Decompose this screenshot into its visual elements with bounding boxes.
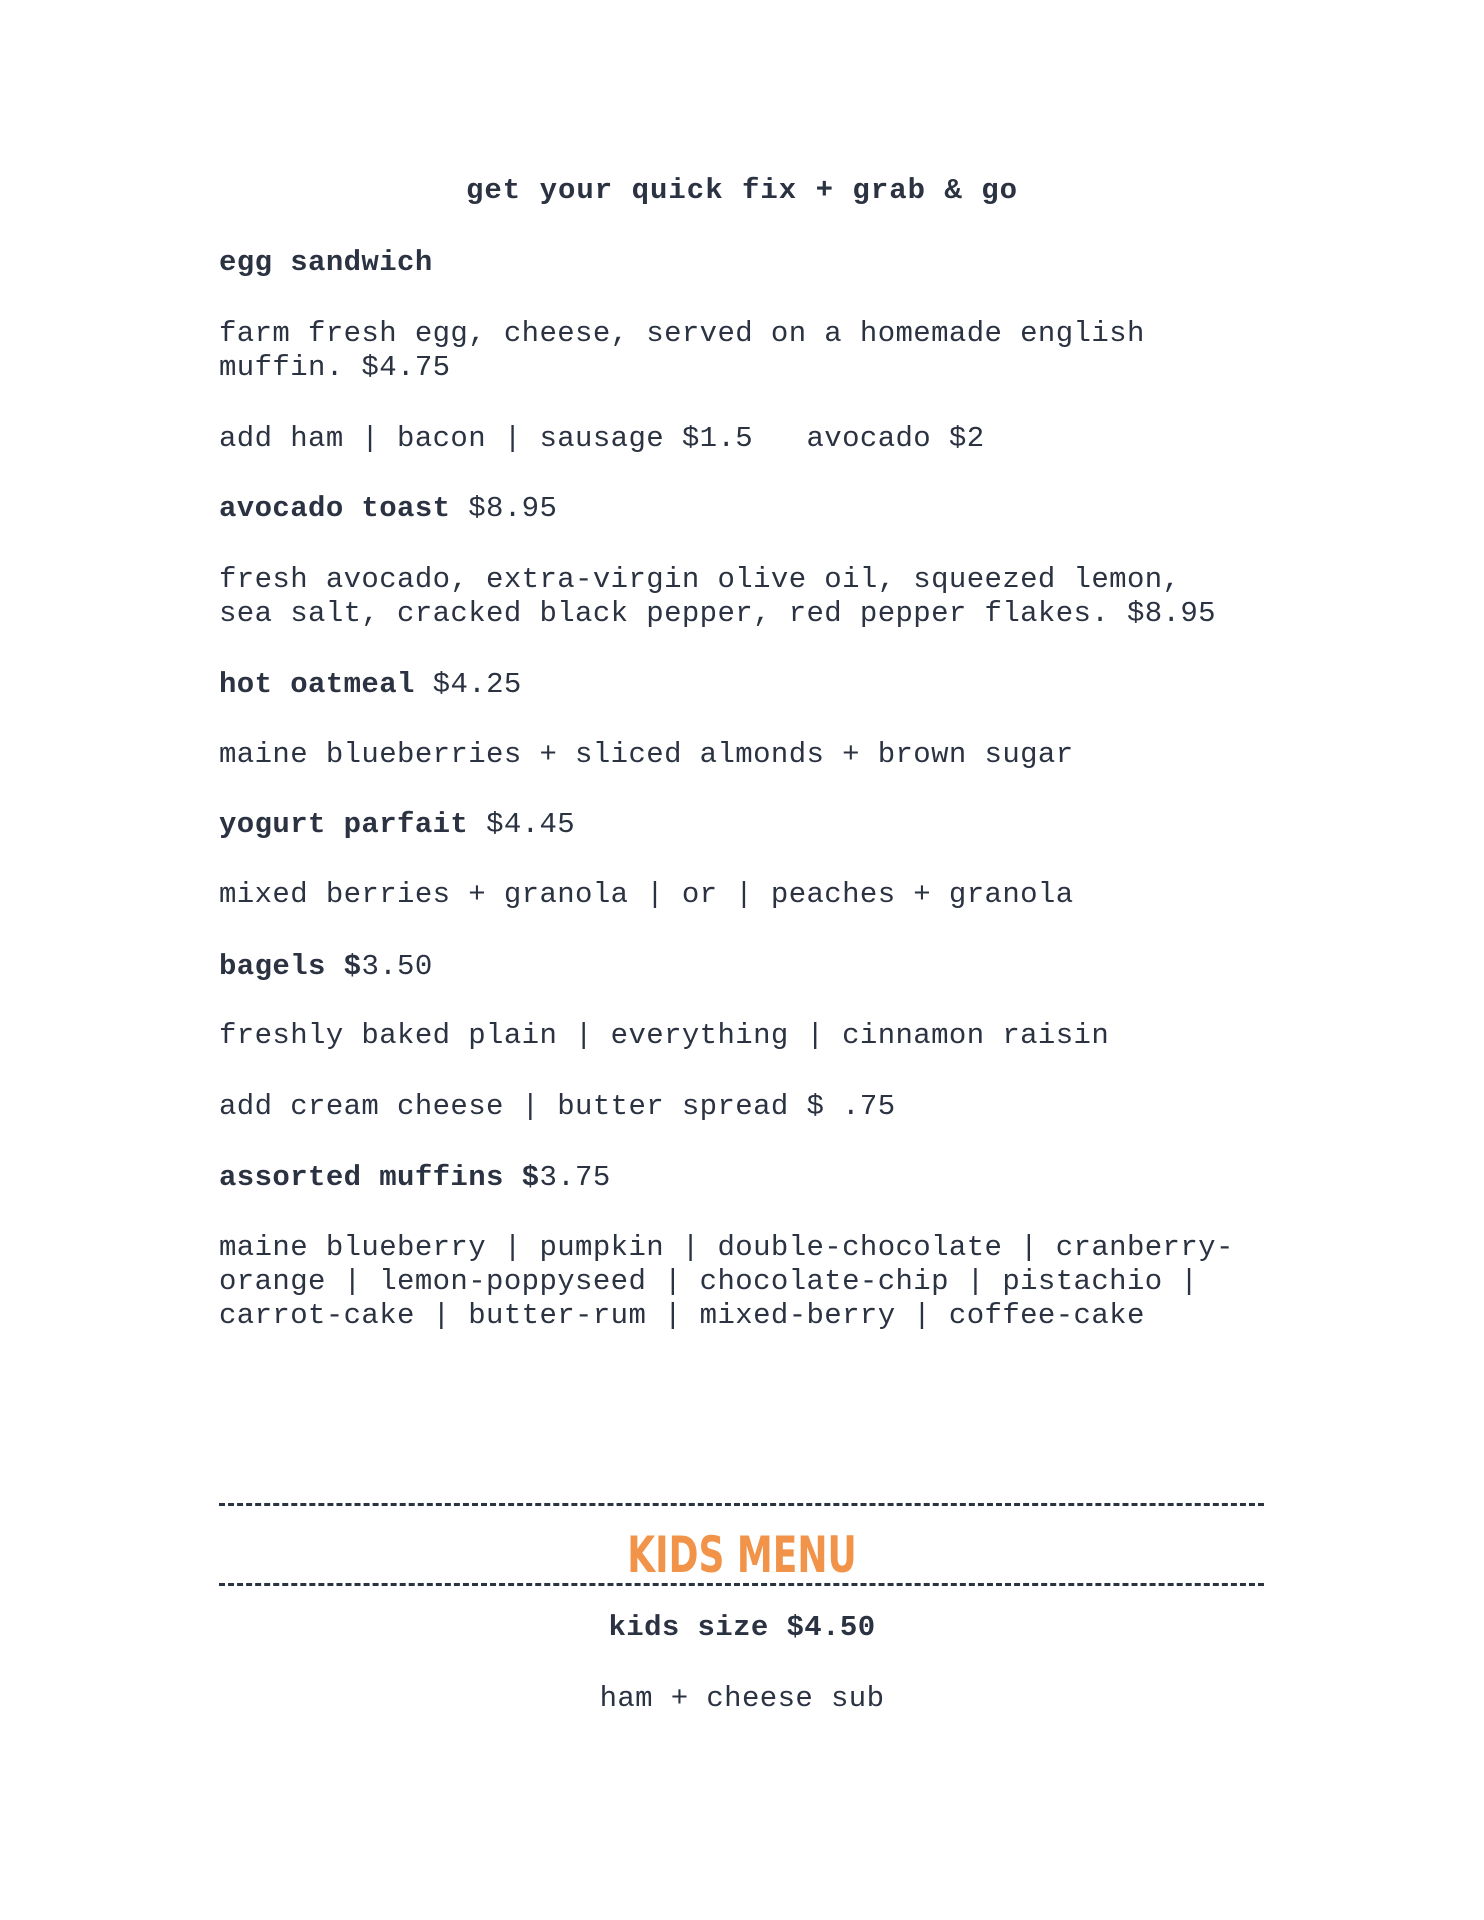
divider-top xyxy=(219,1503,1264,1506)
kids-menu-heading: KIDS MENU xyxy=(627,1526,857,1584)
item-price-avocado-toast: $8.95 xyxy=(468,492,558,525)
item-name-hot-oatmeal: hot oatmeal xyxy=(219,668,415,701)
item-desc-egg-sandwich-2: muffin. $4.75 xyxy=(219,351,451,384)
item-heading-avocado-toast xyxy=(219,492,1299,526)
item-extra-bagels: add cream cheese | butter spread $ .75 xyxy=(219,1090,896,1123)
item-heading-hot-oatmeal xyxy=(219,668,1299,702)
item-desc-assorted-muffins-2: orange | lemon-poppyseed | chocolate-chip | pistachio | xyxy=(219,1265,1199,1298)
item-desc-avocado-toast-2: sea salt, cracked black pepper, red pepper flakes. $8.95 xyxy=(219,597,1216,630)
item-name-avocado-toast: avocado toast xyxy=(219,492,451,525)
item-heading-bagels xyxy=(219,950,1299,984)
item-name-bagels: bagels $ xyxy=(219,950,362,983)
item-price-assorted-muffins: 3.75 xyxy=(539,1161,611,1194)
kids-size-label: kids size $4.50 xyxy=(608,1611,876,1644)
item-price-yogurt-parfait: $4.45 xyxy=(486,808,576,841)
kids-item: ham + cheese sub xyxy=(599,1682,885,1715)
item-name-assorted-muffins: assorted muffins $ xyxy=(219,1161,540,1194)
page-title: get your quick fix + grab & go xyxy=(465,174,1019,207)
item-extra-egg-sandwich: add ham | bacon | sausage $1.5 avocado $2 xyxy=(219,422,985,455)
item-heading-yogurt-parfait xyxy=(219,808,1299,842)
item-desc-avocado-toast-1: fresh avocado, extra-virgin olive oil, squeezed lemon, xyxy=(219,563,1181,596)
item-desc-assorted-muffins-1: maine blueberry | pumpkin | double-chocolate | cranberry- xyxy=(219,1231,1234,1264)
item-price-bagels: 3.50 xyxy=(361,950,433,983)
item-name-egg-sandwich: egg sandwich xyxy=(219,246,433,279)
item-desc-egg-sandwich-1: farm fresh egg, cheese, served on a homemade english xyxy=(219,317,1145,350)
item-price-hot-oatmeal: $4.25 xyxy=(432,668,522,701)
item-name-yogurt-parfait: yogurt parfait xyxy=(219,808,469,841)
item-desc-hot-oatmeal: maine blueberries + sliced almonds + brown sugar xyxy=(219,738,1074,771)
item-desc-yogurt-parfait: mixed berries + granola | or | peaches + granola xyxy=(219,878,1074,911)
item-heading-assorted-muffins xyxy=(219,1161,1299,1195)
item-desc-bagels: freshly baked plain | everything | cinnamon raisin xyxy=(219,1019,1110,1052)
divider-bottom xyxy=(219,1583,1264,1586)
item-desc-assorted-muffins-3: carrot-cake | butter-rum | mixed-berry | coffee-cake xyxy=(219,1299,1145,1332)
